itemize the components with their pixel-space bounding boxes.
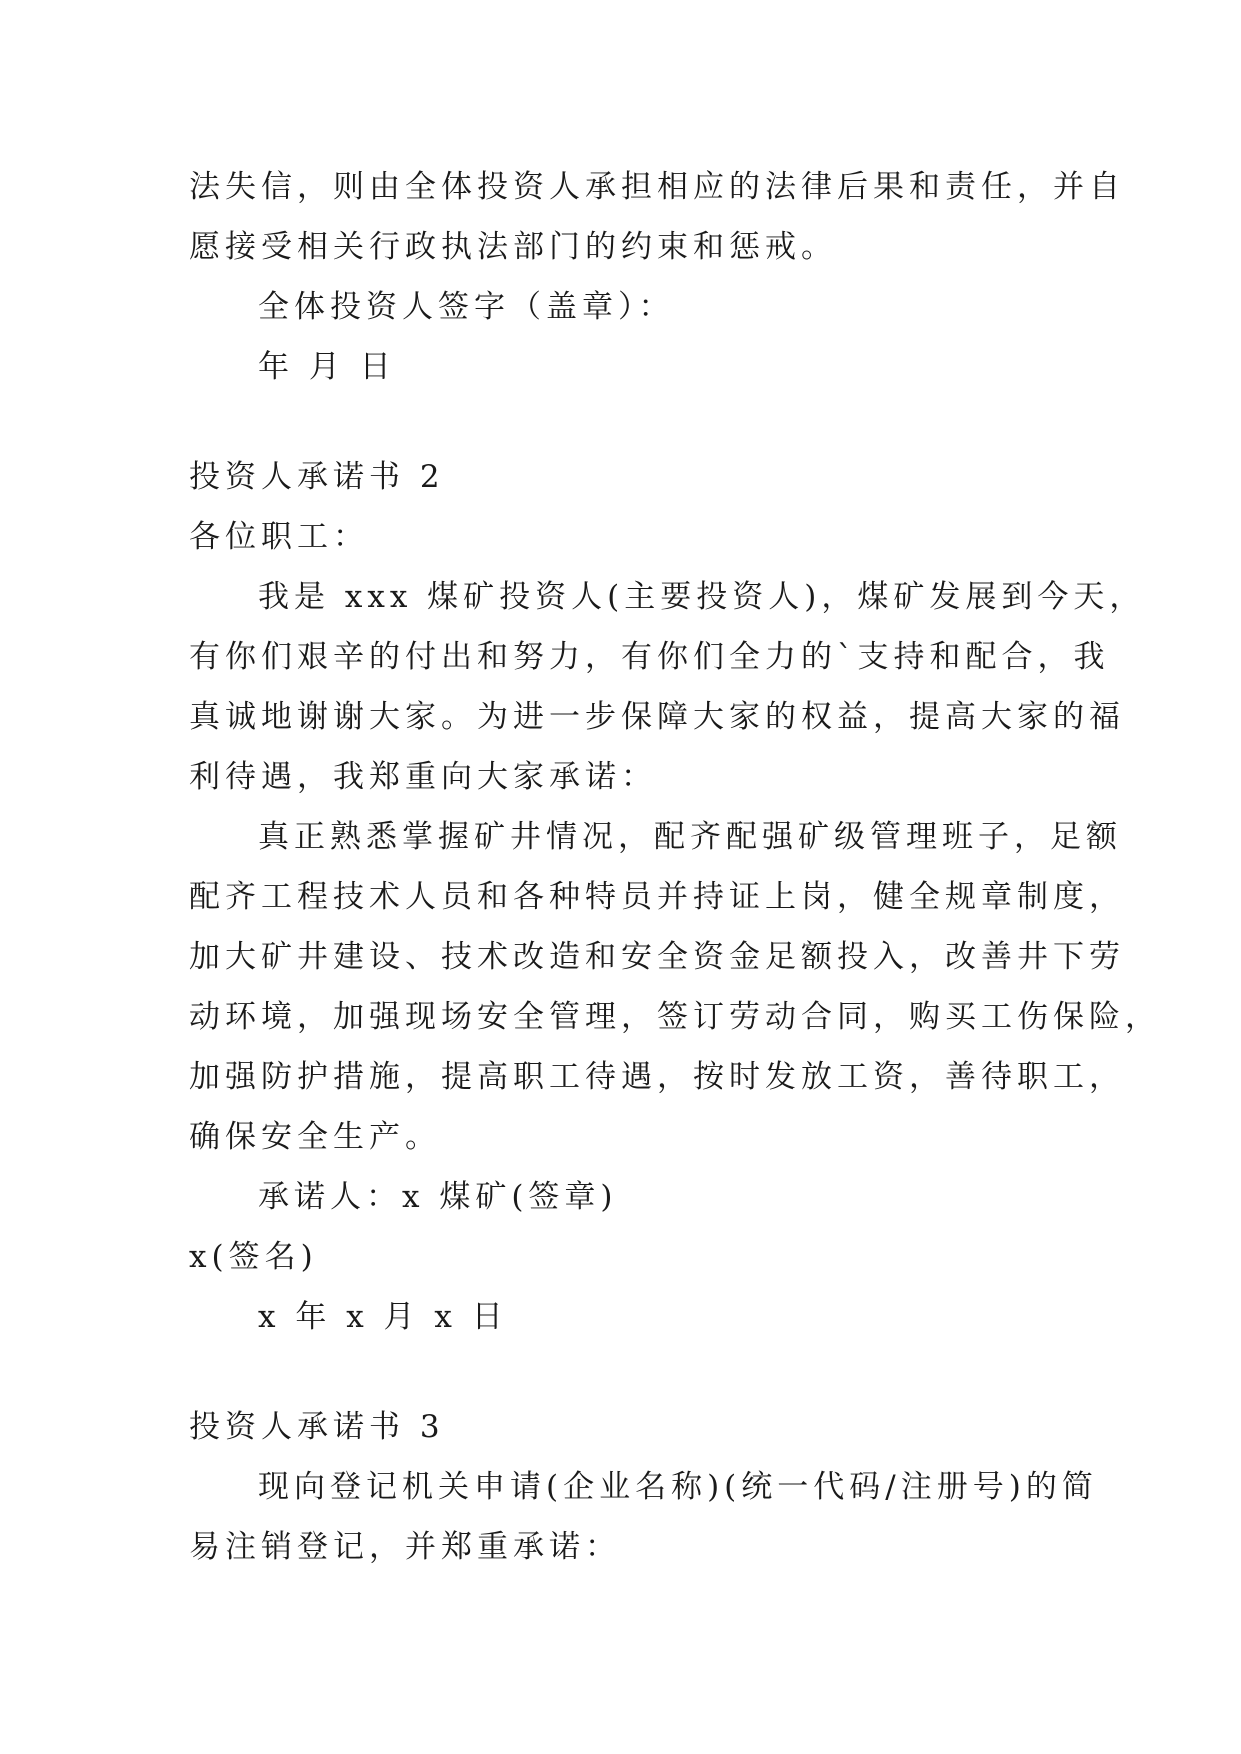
paragraph-line: 真诚地谢谢大家。为进一步保障大家的权益，提高大家的福: [189, 699, 1125, 735]
paragraph-line: 加大矿井建设、技术改造和安全资金足额投入，改善井下劳: [189, 939, 1125, 975]
date-line: 年 月 日: [258, 349, 396, 385]
paragraph-line: 利待遇，我郑重向大家承诺：: [189, 759, 657, 795]
paragraph-line: 易注销登记，并郑重承诺：: [189, 1529, 621, 1565]
paragraph-line: 加强防护措施，提高职工待遇，按时发放工资，善待职工，: [189, 1059, 1125, 1095]
signature-line: x(签名): [189, 1239, 318, 1275]
section-title: 投资人承诺书 3: [189, 1409, 445, 1445]
paragraph-line: 真正熟悉掌握矿井情况，配齐配强矿级管理班子，足额: [258, 819, 1122, 855]
paragraph-line: 动环境，加强现场安全管理，签订劳动合同，购买工伤保险，: [189, 999, 1161, 1035]
paragraph-line: 法失信，则由全体投资人承担相应的法律后果和责任，并自: [189, 169, 1125, 205]
paragraph-line: 我是 xxx 煤矿投资人(主要投资人)，煤矿发展到今天，: [258, 579, 1146, 615]
paragraph-line: 现向登记机关申请(企业名称)(统一代码/注册号)的简: [258, 1469, 1098, 1505]
date-line: x 年 x 月 x 日: [258, 1299, 508, 1335]
paragraph-line: 愿接受相关行政执法部门的约束和惩戒。: [189, 229, 837, 265]
paragraph-line: 确保安全生产。: [189, 1119, 441, 1155]
paragraph-line: 有你们艰辛的付出和努力，有你们全力的`支持和配合，我: [189, 639, 1110, 675]
promisor-line: 承诺人：x 煤矿(签章): [258, 1179, 618, 1215]
salutation: 各位职工：: [189, 519, 369, 555]
section-title: 投资人承诺书 2: [189, 459, 445, 495]
signature-label: 全体投资人签字（盖章）：: [258, 289, 675, 325]
paragraph-line: 配齐工程技术人员和各种特员并持证上岗，健全规章制度，: [189, 879, 1125, 915]
